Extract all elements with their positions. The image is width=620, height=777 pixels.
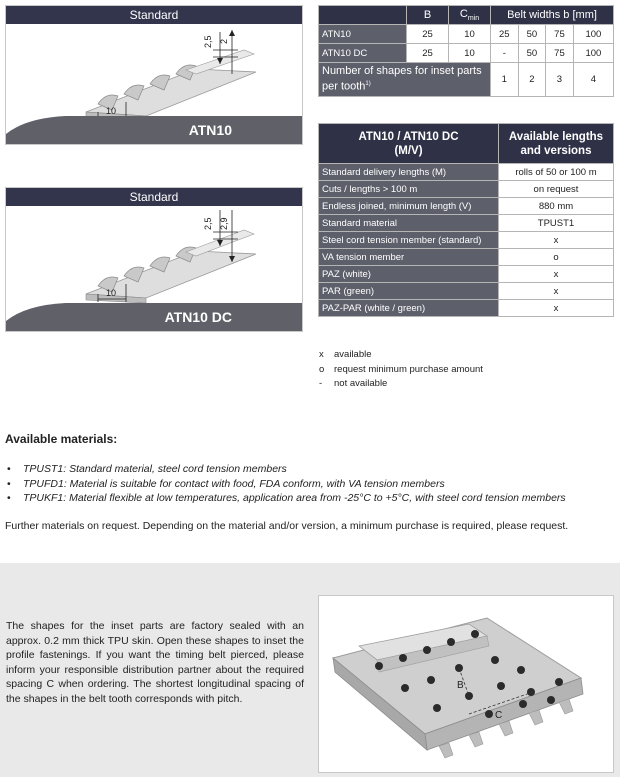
col-header-b: B <box>407 6 449 25</box>
legend-text: request minimum purchase amount <box>334 363 483 375</box>
header-left: ATN10 / ATN10 DC (M/V) <box>319 124 499 164</box>
panel-header: Standard <box>6 6 302 24</box>
cell-shapes: 2 <box>518 63 546 97</box>
legend-item <box>318 377 483 392</box>
table-row <box>319 198 614 215</box>
row-label: ATN10 DC <box>319 44 407 63</box>
height-label-1: 2,5 <box>203 217 213 230</box>
row-label: PAZ-PAR (white / green) <box>319 300 499 317</box>
row-value: x <box>499 283 614 300</box>
profile-panel-atn10 <box>5 5 303 145</box>
panel-footer-label: ATN10 DC <box>164 309 232 325</box>
row-label: Cuts / lengths > 100 m <box>319 181 499 198</box>
table-row <box>319 63 614 97</box>
legend-item <box>318 363 483 378</box>
table-row <box>319 44 614 63</box>
row-label: PAZ (white) <box>319 266 499 283</box>
belt-photo-frame <box>318 595 614 773</box>
list-item <box>7 462 566 477</box>
legend-text: available <box>334 349 372 360</box>
cell-width: 25 <box>491 25 519 44</box>
profile-panel-atn10-dc <box>5 187 303 332</box>
row-value: 880 mm <box>499 198 614 215</box>
pitch-label: 10 <box>106 106 117 116</box>
bullet: • <box>7 477 11 490</box>
cell-c: 10 <box>449 44 491 63</box>
row-value: o <box>499 249 614 266</box>
inset-parts-description: The shapes for the inset parts are factory sealed with an approx. 0.2 mm thick TPU skin. Open these shapes to inset the profile fastenings. If you want the timing belt pierced, please inform your responsible distribution partner about the required spacing C when ordering. The shortest longitudinal spacing of the shapes in the belt tooth corresponds with pitch. <box>6 620 304 705</box>
materials-heading: Available materials: <box>5 432 118 446</box>
panel-footer-label: ATN10 <box>188 122 232 138</box>
cell-width: 100 <box>573 25 613 44</box>
row-value: x <box>499 300 614 317</box>
belt-photo <box>319 596 613 772</box>
row-value: TPUST1 <box>499 215 614 232</box>
table-row <box>319 164 614 181</box>
height-label-2: 2 <box>219 38 229 44</box>
lengths-versions-table <box>318 123 614 317</box>
legend-symbol: x <box>319 349 324 360</box>
row-value: x <box>499 232 614 249</box>
row-label: ATN10 <box>319 25 407 44</box>
list-item <box>7 491 566 506</box>
table-row <box>319 283 614 300</box>
row-label: Steel cord tension member (standard) <box>319 232 499 249</box>
col-header-cmin: $C_{min}$ <box>449 6 491 25</box>
row-value: on request <box>499 181 614 198</box>
row-value: x <box>499 266 614 283</box>
col-header-belt-widths: Belt widths b [mm] <box>491 6 614 25</box>
list-item <box>7 477 566 492</box>
table-row <box>319 215 614 232</box>
table-row <box>319 25 614 44</box>
table-row <box>319 300 614 317</box>
row-label: PAR (green) <box>319 283 499 300</box>
legend-symbol: o <box>319 363 325 375</box>
cell-width: 75 <box>546 25 574 44</box>
cell-shapes: 1 <box>491 63 519 97</box>
cell-shapes: 4 <box>573 63 613 97</box>
bullet: • <box>7 463 11 475</box>
row-label: VA tension member <box>319 249 499 266</box>
cell-width: 50 <box>518 25 546 44</box>
legend-symbol: - <box>319 378 323 389</box>
row-value: rolls of 50 or 100 m <box>499 164 614 181</box>
table-row <box>319 266 614 283</box>
materials-list <box>7 462 566 506</box>
material-text: TPUFD1: Material is suitable for contact with food, FDA conform, with VA tension members <box>23 477 445 490</box>
belt-widths-table <box>318 5 614 97</box>
height-label-2: 2,9 <box>219 217 229 230</box>
material-text: TPUST1: Standard material, steel cord tension members <box>23 463 287 475</box>
cell-width: 75 <box>546 44 574 63</box>
material-text: TPUKF1: Material flexible at low temperatures, application area from -25°C to +5°C, with steel cord tension members <box>23 492 566 504</box>
pitch-label: 10 <box>106 288 117 298</box>
panel-header: Standard <box>6 188 302 206</box>
cell-width: - <box>491 44 519 63</box>
cell-width: 50 <box>518 44 546 63</box>
cell-b: 25 <box>407 25 449 44</box>
further-materials-note: Further materials on request. Depending on the material and/or version, a minimum purchase is required, please request. <box>5 520 569 532</box>
cell-width: 100 <box>573 44 613 63</box>
shapes-label: Number of shapes for inset parts per tooth$^{1)}$ <box>319 63 491 97</box>
legend-item <box>318 348 483 363</box>
table-row <box>319 232 614 249</box>
row-label: Standard material <box>319 215 499 232</box>
header-right: Available lengths and versions <box>499 124 614 164</box>
row-label: Standard delivery lengths (M) <box>319 164 499 181</box>
cell-shapes: 3 <box>546 63 574 97</box>
bullet: • <box>7 492 11 504</box>
dimension-c-label: C <box>495 710 503 721</box>
availability-legend <box>318 348 483 392</box>
row-label: Endless joined, minimum length (V) <box>319 198 499 215</box>
table-row <box>319 249 614 266</box>
height-label-1: 2,5 <box>203 35 213 48</box>
cell-b: 25 <box>407 44 449 63</box>
dimension-b-label: B <box>457 680 464 691</box>
table-row <box>319 181 614 198</box>
legend-text: not available <box>334 378 388 389</box>
table-corner <box>319 6 407 25</box>
cell-c: 10 <box>449 25 491 44</box>
